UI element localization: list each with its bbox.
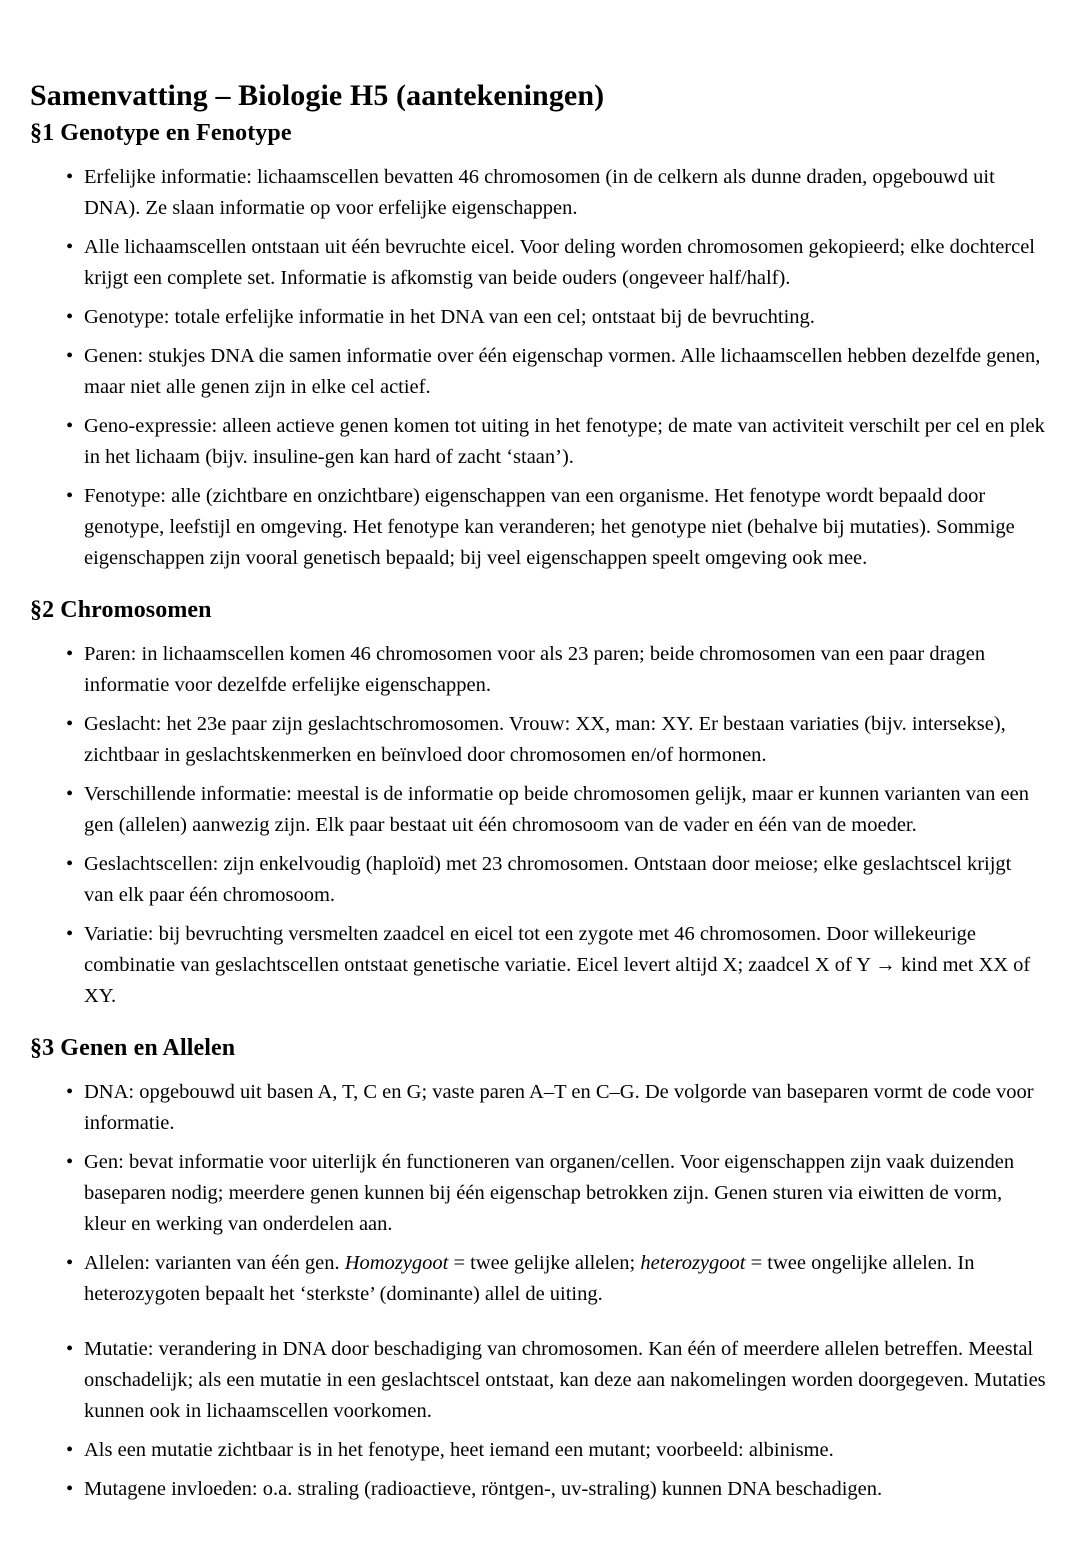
list-item	[28, 162, 1046, 224]
bullet-point-icon: •	[66, 1150, 74, 1173]
list-item-text: Geslacht: het 23e paar zijn geslachtschromosomen. Vrouw: XX, man: XY. Er bestaan variaties (bijv. intersekse), zichtbaar in geslachtskenmerken en beïnvloed door chromosomen en/of hormonen.	[84, 712, 1006, 766]
bullet-point-icon: •	[66, 345, 74, 368]
list-item-text: Geno-expressie: alleen actieve genen komen tot uiting in het fenotype; de mate van activiteit verschilt per cel en plek in het lichaam (bijv. insuline-gen kan hard of zacht ‘staan’).	[84, 415, 1045, 469]
list-item	[28, 919, 1046, 1012]
list-item-text: Mutagene invloeden: o.a. straling (radioactieve, röntgen-, uv-straling) kunnen DNA beschadigen.	[84, 1477, 883, 1500]
list-item-text: Genen: stukjes DNA die samen informatie over één eigenschap vormen. Alle lichaamscellen hebben dezelfde genen, maar niet alle genen zijn in elke cel actief.	[84, 345, 1041, 399]
bullet-point-icon: •	[66, 1477, 74, 1500]
list-item	[28, 411, 1046, 473]
list-item	[28, 1474, 1046, 1505]
bullet-point-icon: •	[66, 1337, 74, 1360]
list-item	[28, 302, 1046, 333]
list-item	[28, 232, 1046, 294]
bullet-point-icon: •	[66, 166, 74, 189]
list-item-text: Paren: in lichaamscellen komen 46 chromosomen voor als 23 paren; beide chromosomen van een paar dragen informatie voor dezelfde erfelijke eigenschappen.	[84, 642, 986, 696]
bullet-point-icon: •	[66, 642, 74, 665]
bullet-point-icon: •	[66, 782, 74, 805]
section-heading-3: §3 Genen en Allelen	[30, 1034, 236, 1061]
section-1	[28, 119, 1046, 574]
section-2	[28, 596, 1046, 1012]
bullet-point-icon: •	[66, 415, 74, 438]
list-item-text	[84, 1248, 1046, 1310]
list-item	[28, 1334, 1046, 1427]
list-item-text: Genotype: totale erfelijke informatie in het DNA van een cel; ontstaat bij de bevruchting.	[84, 306, 815, 329]
list-item-text: Geslachtscellen: zijn enkelvoudig (haploïd) met 23 chromosomen. Ontstaan door meiose; elke geslachtscel krijgt van elk paar één chromosoom.	[84, 852, 1012, 906]
list-item-text: Als een mutatie zichtbaar is in het fenotype, heet iemand een mutant; voorbeeld: albinisme.	[84, 1438, 834, 1461]
list-item-text: Mutatie: verandering in DNA door beschadiging van chromosomen. Kan één of meerdere allelen betreffen. Meestal onschadelijk; als een mutatie in een geslachtscel ontstaat, kan deze aan nakomelingen worden doorgegeven. Mutaties kunnen ook in lichaamscellen voorkomen.	[84, 1337, 1046, 1422]
section-heading-1: §1 Genotype en Fenotype	[30, 120, 292, 147]
allelen-prefix: Allelen: varianten van één gen.	[84, 1251, 345, 1274]
list-item-allelen	[28, 1248, 1046, 1310]
list-item	[28, 1077, 1046, 1139]
list-item	[28, 639, 1046, 701]
page-title: Samenvatting – Biologie H5 (aantekeningen)	[30, 79, 605, 112]
term-homozygoot: Homozygoot	[344, 1251, 449, 1274]
bullet-list-3	[28, 1077, 1046, 1505]
term-heterozygoot: heterozygoot	[640, 1251, 746, 1274]
bullet-point-icon: •	[66, 1080, 74, 1103]
section-3	[28, 1034, 1046, 1505]
bullet-list-1	[28, 162, 1046, 574]
list-item	[28, 341, 1046, 403]
bullet-point-icon: •	[66, 236, 74, 259]
list-item-text: Variatie: bij bevruchting versmelten zaadcel en eicel tot een zygote met 46 chromosomen. Door willekeurige combinatie van geslachtscellen ontstaat genetische variatie. Eicel levert altijd X; zaadcel X of Y → kind met XX of XY.	[84, 922, 1031, 1007]
bullet-point-icon: •	[66, 306, 74, 329]
bullet-point-icon: •	[66, 485, 74, 508]
list-item-text: Erfelijke informatie: lichaamscellen bevatten 46 chromosomen (in de celkern als dunne draden, opgebouwd uit DNA). Ze slaan informatie op voor erfelijke eigenschappen.	[84, 166, 995, 220]
list-item-text: Verschillende informatie: meestal is de informatie op beide chromosomen gelijk, maar er kunnen varianten van een gen (allelen) aanwezig zijn. Elk paar bestaat uit één chromosoom van de vader en één van de moeder.	[84, 782, 1029, 836]
list-item-text: DNA: opgebouwd uit basen A, T, C en G; vaste paren A–T en C–G. De volgorde van baseparen vormt de code voor informatie.	[84, 1080, 1034, 1134]
bullet-point-icon: •	[66, 922, 74, 945]
list-item	[28, 849, 1046, 911]
bullet-point-icon: •	[66, 712, 74, 735]
list-item	[28, 481, 1046, 574]
bullet-point-icon: •	[66, 852, 74, 875]
list-item	[28, 1147, 1046, 1240]
bullet-point-icon: •	[66, 1438, 74, 1461]
list-item	[28, 709, 1046, 771]
list-item-text: Fenotype: alle (zichtbare en onzichtbare) eigenschappen van een organisme. Het fenotype wordt bepaald door genotype, leefstijl en omgeving. Het fenotype kan veranderen; het genotype niet (behalve bij mutaties). Sommige eigenschappen zijn vooral genetisch bepaald; bij veel eigenschappen speelt omgeving ook mee.	[84, 485, 1015, 570]
allelen-middle: = twee gelijke allelen;	[448, 1251, 641, 1274]
list-item	[28, 779, 1046, 841]
list-item-text: Gen: bevat informatie voor uiterlijk én functioneren van organen/cellen. Voor eigenschappen zijn vaak duizenden baseparen nodig; meerdere genen kunnen bij één eigenschap betrokken zijn. Genen sturen via eiwitten de vorm, kleur en werking van onderdelen aan.	[84, 1150, 1015, 1235]
list-item	[28, 1435, 1046, 1466]
list-item-text: Alle lichaamscellen ontstaan uit één bevruchte eicel. Voor deling worden chromosomen gekopieerd; elke dochtercel krijgt een complete set. Informatie is afkomstig van beide ouders (ongeveer half/half).	[84, 236, 1036, 290]
bullet-list-2	[28, 639, 1046, 1012]
bullet-point-icon: •	[66, 1251, 74, 1274]
allelen-suffix: = twee ongelijke allelen. In heterozygoten bepaalt het ‘sterkste’ (dominante) allel de uiting.	[84, 1251, 975, 1305]
section-heading-2: §2 Chromosomen	[30, 597, 212, 624]
